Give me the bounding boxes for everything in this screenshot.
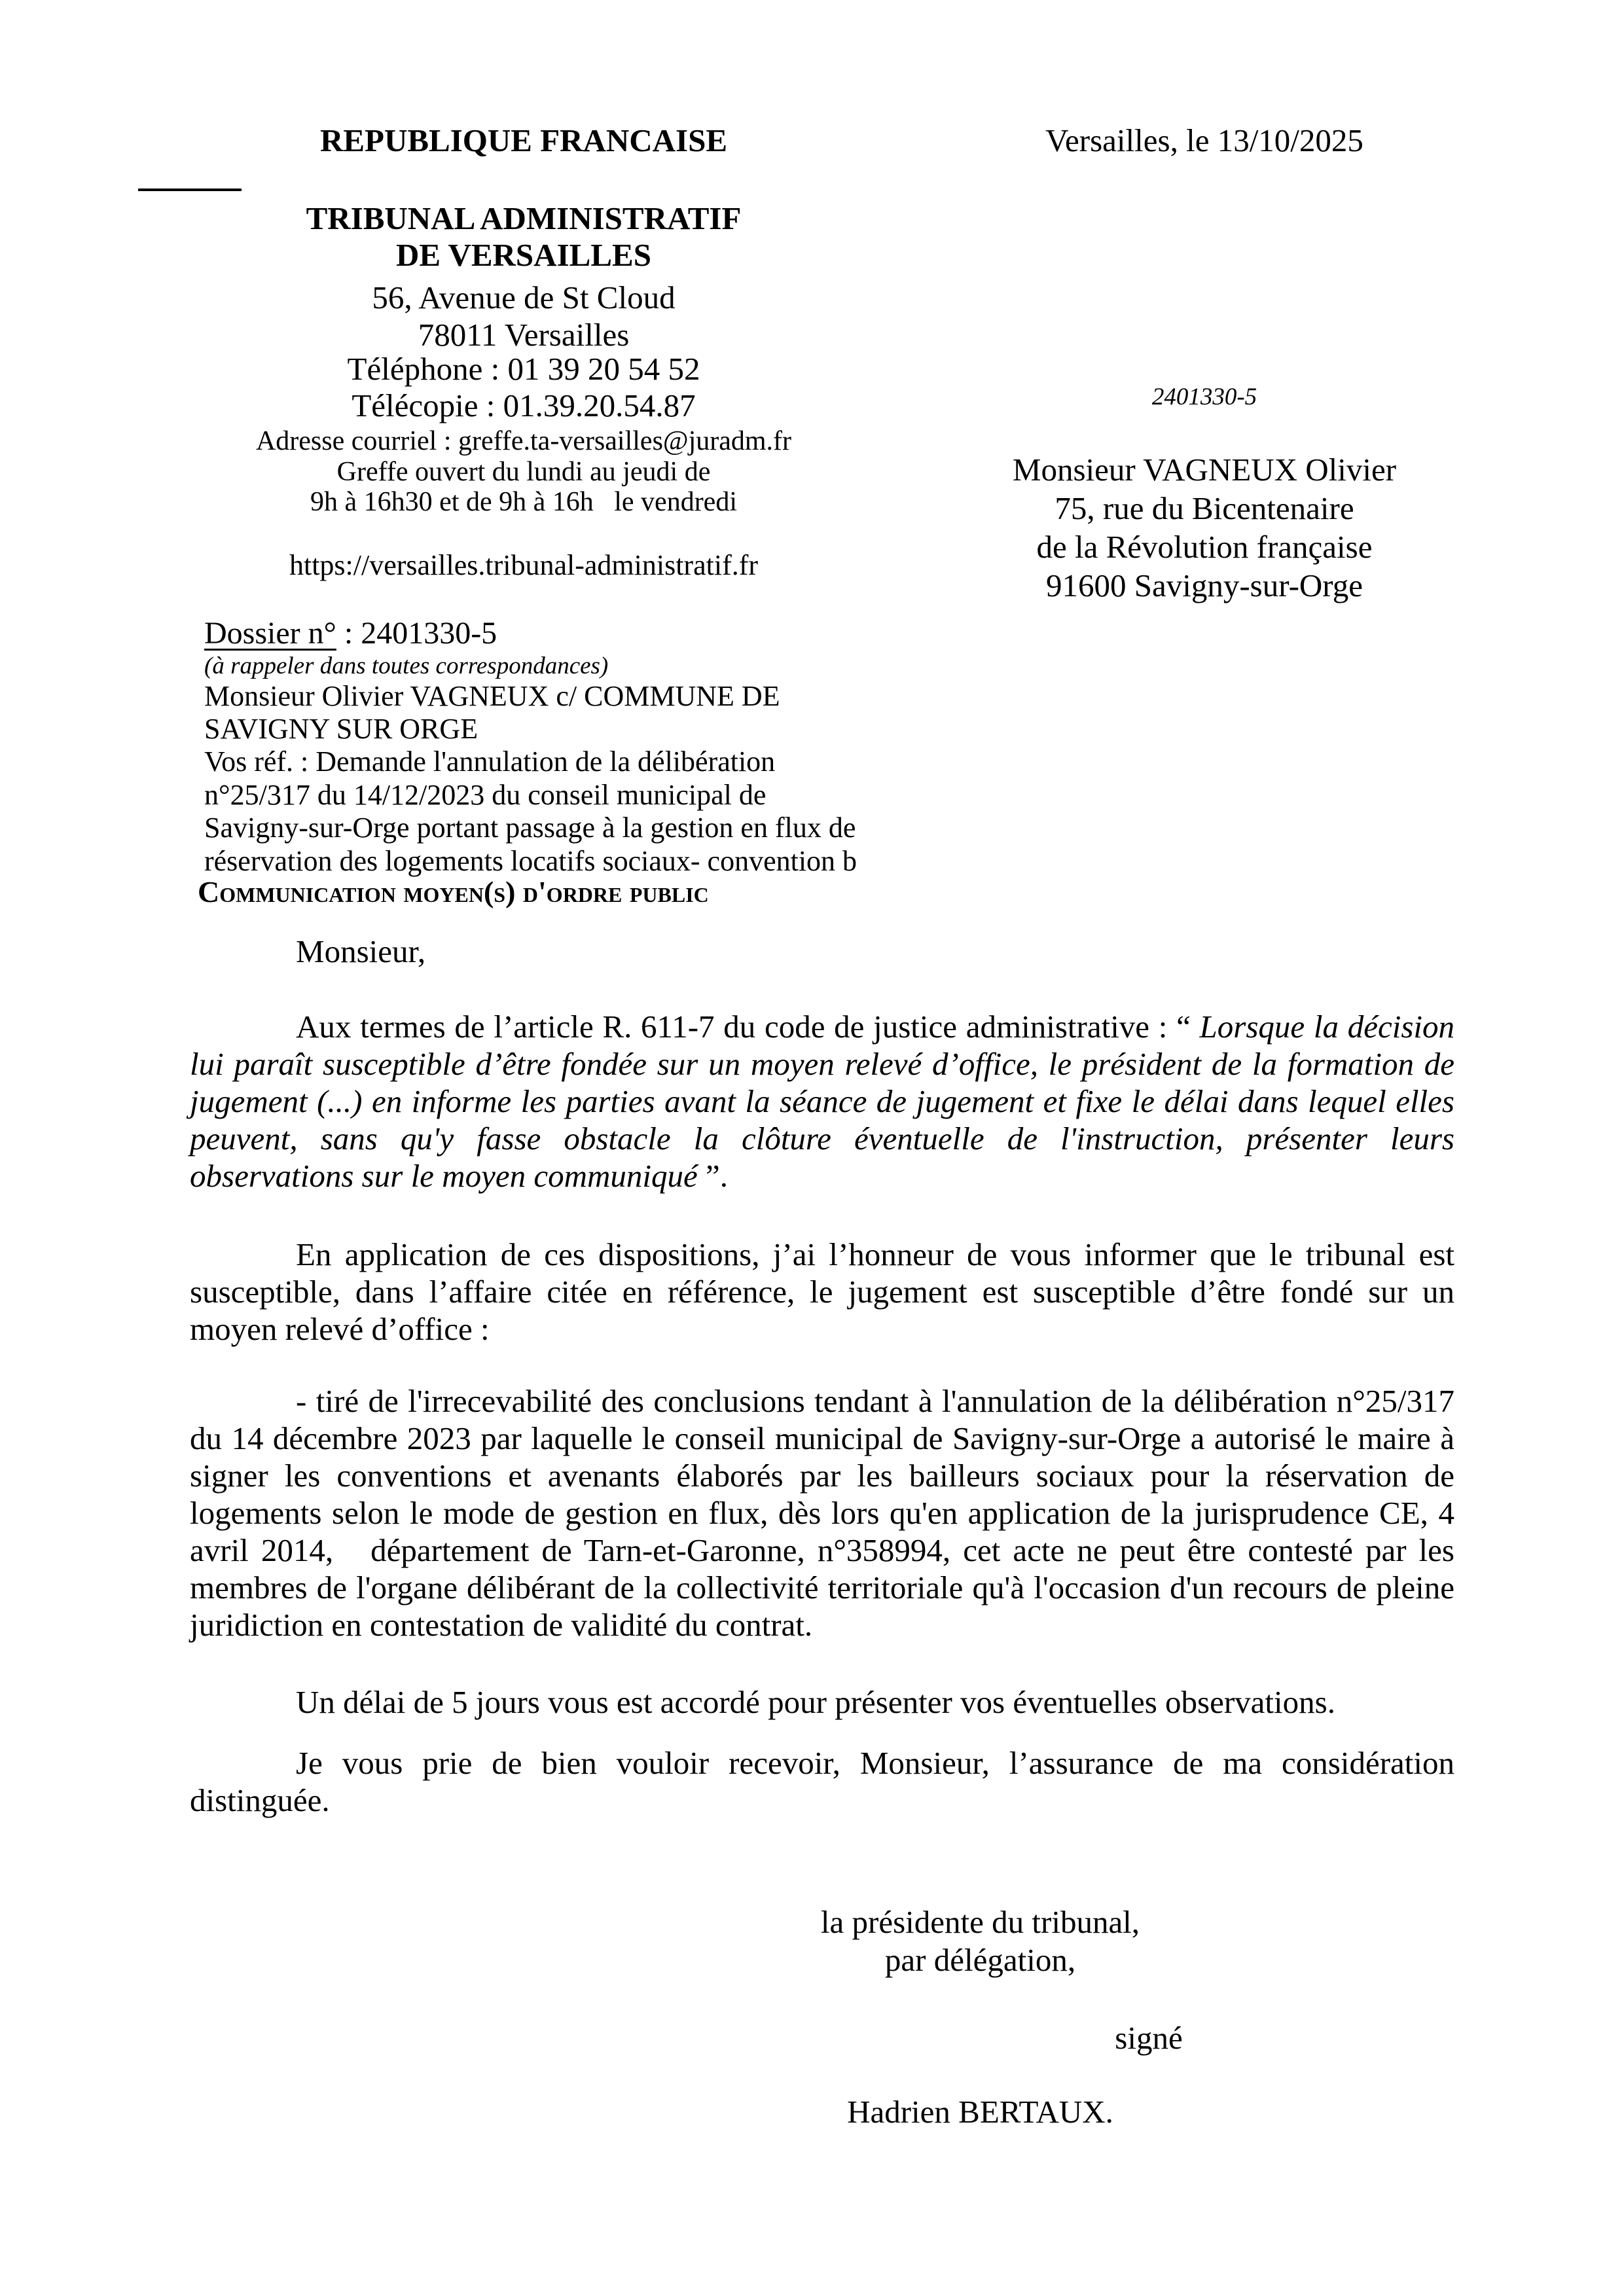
tribunal-name-line2: DE VERSAILLES — [396, 237, 651, 273]
your-ref-line1: Vos réf. : Demande l'annulation de la délibération — [204, 745, 776, 778]
header-tribunal-block — [190, 0, 857, 609]
tribunal-website: https://versailles.tribunal-administratif.fr — [289, 549, 759, 581]
tribunal-hours-line2: 9h à 16h30 et de 9h à 16h le vendredi — [310, 487, 737, 517]
recipient-address-line3: 91600 Savigny-sur-Orge — [1046, 567, 1363, 603]
recipient-address — [985, 450, 1424, 605]
salutation: Monsieur, — [296, 933, 426, 969]
tribunal-address-line2: 78011 Versailles — [418, 317, 630, 353]
paragraph-closing-formula: Je vous prie de bien vouloir recevoir, Monsieur, l’assurance de ma considération distinguée. — [190, 1745, 1454, 1818]
your-ref-line2: n°25/317 du 14/12/2023 du conseil municipal de — [204, 779, 767, 811]
signatory-name: Hadrien BERTAUX. — [847, 2094, 1113, 2130]
tribunal-email: Adresse courriel : greffe.ta-versailles@juradm.fr — [255, 426, 792, 456]
paragraph-application: En application de ces dispositions, j’ai l’honneur de vous informer que le tribunal est susceptible, dans l’affaire citée en référence, le jugement est susceptible d’être fondé sur un moyen relevé d’office : — [190, 1236, 1454, 1347]
case-reference: 2401330-5 — [1151, 384, 1257, 410]
paragraph-moyen-releve: - tiré de l'irrecevabilité des conclusions tendant à l'annulation de la délibération n°25/317 du 14 décembre 2023 par laquelle le conseil municipal de Savigny-sur-Orge a autorisé le maire à signer les conventions et avenants élaborés par les bailleurs sociaux pour la réservation de logements selon le mode de gestion en flux, dès lors qu'en application de la jurisprudence CE, 4 avril 2014, département de Tarn-et-Garonne, n°358994, cet acte ne peut être contesté par les membres de l'organe délibérant de la collectivité territoriale qu'à l'occasion d'un recours de pleine juridiction en contestation de validité du contrat. — [190, 1383, 1454, 1643]
tribunal-hours-line1: Greffe ouvert du lundi au jeudi de — [336, 457, 711, 487]
header-separator-line — [138, 188, 242, 191]
your-ref-line4: réservation des logements locatifs sociaux- convention b — [204, 845, 857, 877]
date-line: Versailles, le 13/10/2025 — [1045, 122, 1363, 158]
tribunal-phone: Téléphone : 01 39 20 54 52 — [347, 351, 700, 387]
signed-mention: signé — [1115, 2020, 1183, 2056]
closing-title-line2: par délégation, — [884, 1942, 1076, 1978]
reminder-note: (à rappeler dans toutes correspondances) — [204, 653, 609, 679]
recipient-address-line2: de la Révolution française — [1036, 529, 1373, 565]
parties-line1: Monsieur Olivier VAGNEUX c/ COMMUNE DE — [204, 680, 780, 712]
header-recipient-block — [985, 0, 1424, 609]
recipient-name: Monsieur VAGNEUX Olivier — [1012, 452, 1397, 488]
tribunal-address-line1: 56, Avenue de St Cloud — [372, 279, 676, 315]
recipient-address-line1: 75, rue du Bicentenaire — [1055, 490, 1354, 526]
paragraph-article-intro: Aux termes de l’article R. 611-7 du code de justice administrative : “ — [296, 1009, 1200, 1045]
dossier-value: 2401330-5 — [361, 616, 497, 651]
tribunal-fax: Télécopie : 01.39.20.54.87 — [352, 387, 696, 423]
subject-line: Communication moyen(s) d'ordre public — [198, 875, 709, 908]
closing-title-line1: la présidente du tribunal, — [820, 1904, 1140, 1940]
dossier-number-line — [204, 615, 497, 651]
dossier-label: Dossier n° — [204, 616, 336, 651]
closing-title-block — [769, 1903, 1191, 1979]
parties-line2: SAVIGNY SUR ORGE — [204, 713, 478, 745]
paragraph-article-quote — [190, 1008, 1454, 1194]
paragraph-article-quote-text: Lorsque la décision lui paraît susceptible d’être fondée sur un moyen relevé d’office, le président de la formation de jugement (...) en informe les parties avant la séance de jugement et fixe le délai dans lequel elles peuvent, sans qu'y fasse obstacle la clôture éventuelle de l'instruction, présenter leurs observations sur le moyen communiqué — [190, 1009, 1455, 1194]
tribunal-name-line1: TRIBUNAL ADMINISTRATIF — [306, 200, 742, 236]
paragraph-article-close: ”. — [697, 1158, 728, 1194]
your-ref-line3: Savigny-sur-Orge portant passage à la gestion en flux de — [204, 812, 856, 844]
paragraph-delai: Un délai de 5 jours vous est accordé pour présenter vos éventuelles observations. — [296, 1684, 1335, 1720]
dossier-separator: : — [336, 616, 361, 651]
republic-title: REPUBLIQUE FRANCAISE — [319, 122, 728, 158]
